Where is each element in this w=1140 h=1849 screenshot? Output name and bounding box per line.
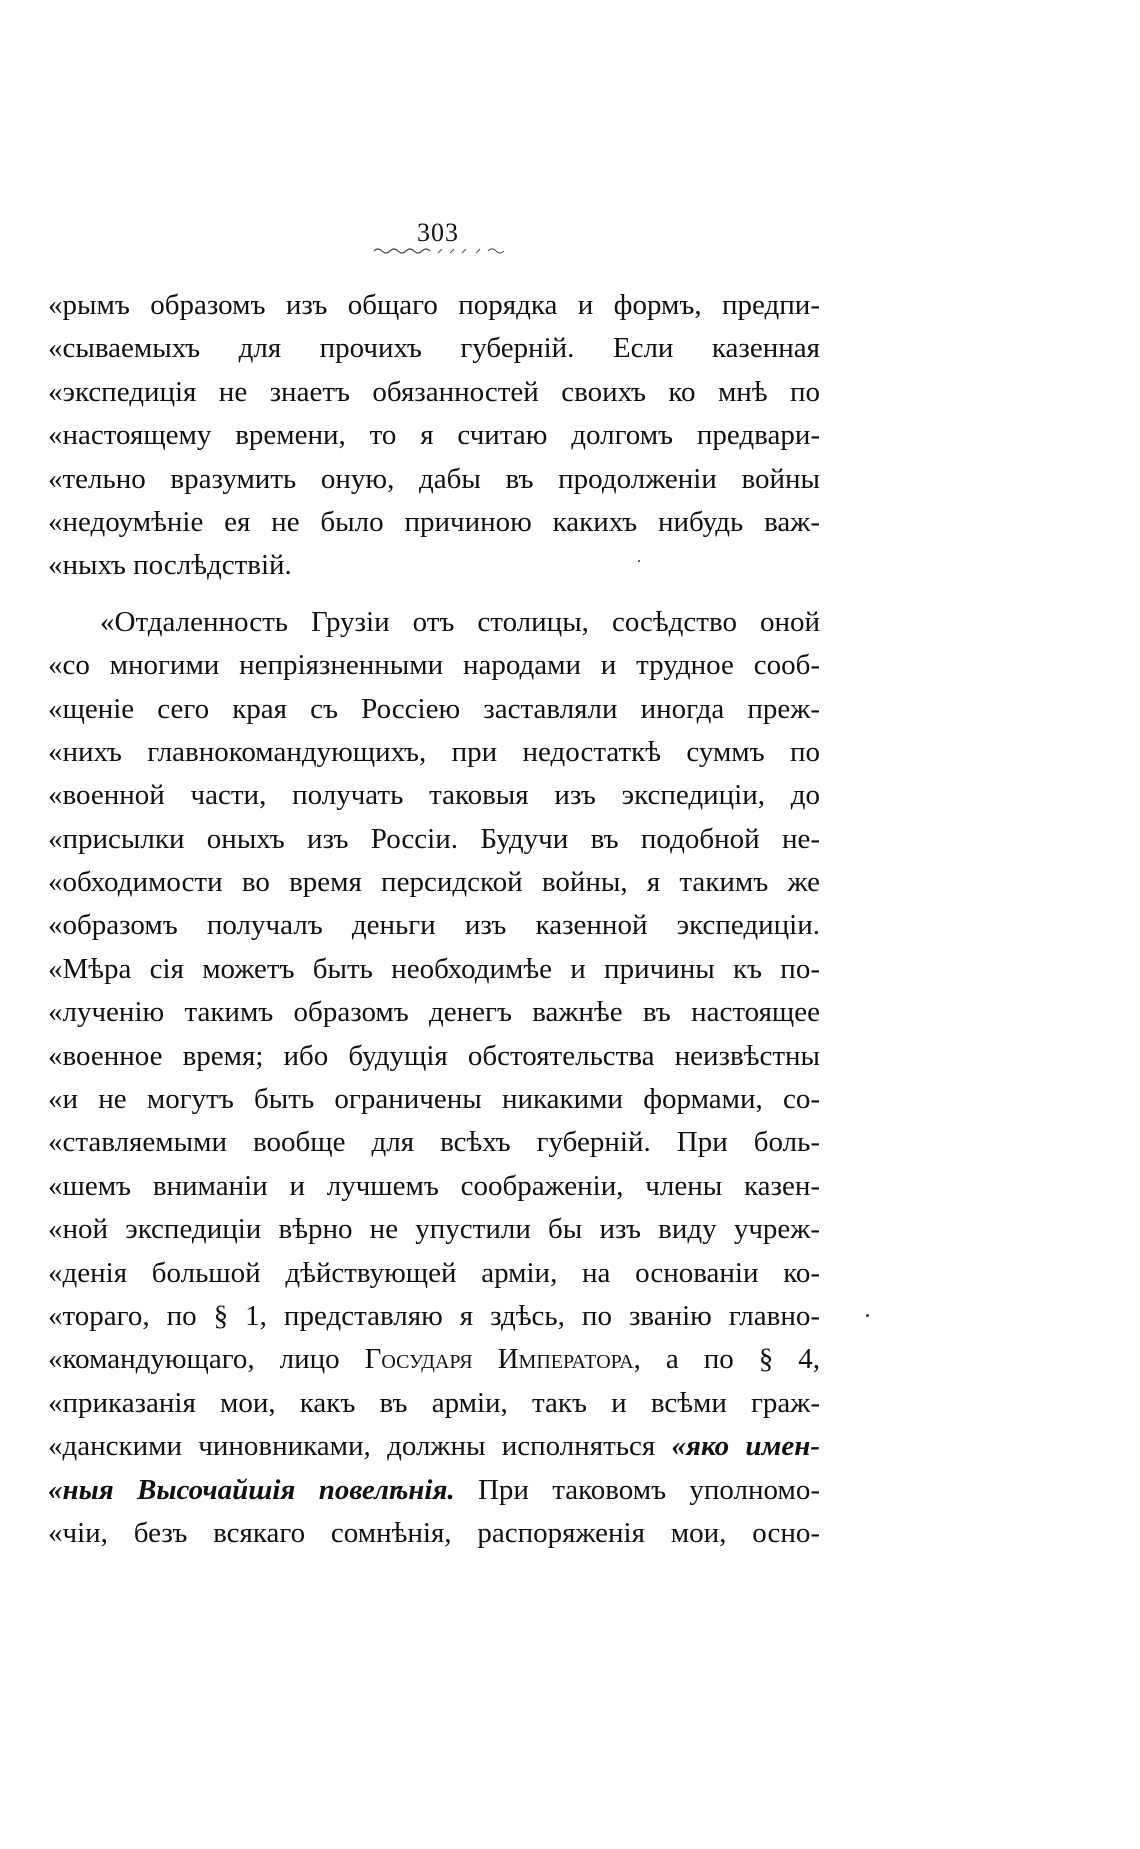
text-line: «тораго, по § 1, представляю я здѣсь, по званію главно- [48,1299,820,1332]
text-line: «образомъ получалъ деньги изъ казенной экспедиціи. [48,909,820,942]
text-line: «ныхъ послѣдствій. [48,549,292,582]
text-line: «рымъ образомъ изъ общаго порядка и формъ, предпи- [48,289,820,321]
text-line: «со многими непріязненными народами и трудное сооб- [48,649,820,682]
text-line: «щеніе сего края съ Россіею заставляли иногда преж- [48,692,820,725]
text-line: «нихъ главнокомандующихъ, при недостаткѣ суммъ по [48,735,820,768]
text-line: «ной экспедиціи вѣрно не упустили бы изъ виду учреж- [48,1213,820,1246]
stray-print-mark [866,1314,869,1317]
paragraph-gap [48,588,820,601]
text-line: «обходимости во время персидской войны, я такимъ же [48,866,820,899]
text-line: «и не могутъ быть ограничены никакими формами, со- [48,1083,820,1116]
text-line: «ставляемыми вообще для всѣхъ губерній. При боль- [48,1126,820,1159]
text-line: «приказанія мои, какъ въ арміи, такъ и всѣми граж- [48,1386,820,1419]
text-line: «шемъ вниманіи и лучшемъ соображеніи, члены казен- [48,1169,820,1202]
text-line: «военное время; ибо будущія обстоятельства неизвѣстны [48,1039,820,1072]
line-segment: «данскими чиновниками, должны исполняться [48,1430,672,1463]
line-segment: «командующаго, лицо [48,1343,365,1376]
text-line: «настоящему времени, то я считаю долгомъ предвари- [48,419,820,452]
text-line: «присылки оныхъ изъ Россіи. Будучи въ подобной не- [48,822,820,855]
text-line: «недоумѣніе ея не было причиною какихъ нибудь важ- [48,505,820,538]
body-text [48,284,820,1555]
page-number: 303 [417,218,459,247]
text-line: «чіи, безъ всякаго сомнѣнія, распоряженія мои, осно- [48,1516,820,1549]
text-line: «сываемыхъ для прочихъ губерній. Если казенная [48,332,820,365]
text-line [48,1425,820,1468]
line-segment: При таковомъ уполномо- [454,1473,821,1506]
small-caps-term: Государя [364,1343,473,1376]
text-line [48,1338,820,1381]
italic-quote: «яко имен- [671,1430,820,1463]
italic-quote: «ныя Высочайшія повелѣнія. [48,1473,455,1506]
text-line: «Отдаленность Грузіи отъ столицы, сосѣдство оной [100,605,820,638]
text-line: «Мѣра сія можетъ быть необходимѣе и причины къ по- [48,952,820,985]
line-segment: , а по § 4, [633,1343,820,1376]
wavy-rule-ornament [372,246,504,256]
small-caps-term: Императора [497,1343,634,1376]
line-segment [473,1343,498,1375]
text-line: «тельно вразумить оную, дабы въ продолженіи войны [48,462,820,495]
text-line: «денія большой дѣйствующей арміи, на основаніи ко- [48,1256,820,1289]
text-line: «экспедиція не знаетъ обязанностей своихъ ко мнѣ по [48,375,820,408]
text-line: «военной части, получать таковыя изъ экспедиціи, до [48,779,820,812]
stray-print-mark [638,560,640,562]
text-line [48,1469,820,1512]
text-line: «лученію такимъ образомъ денегъ важнѣе въ настоящее [48,996,820,1029]
